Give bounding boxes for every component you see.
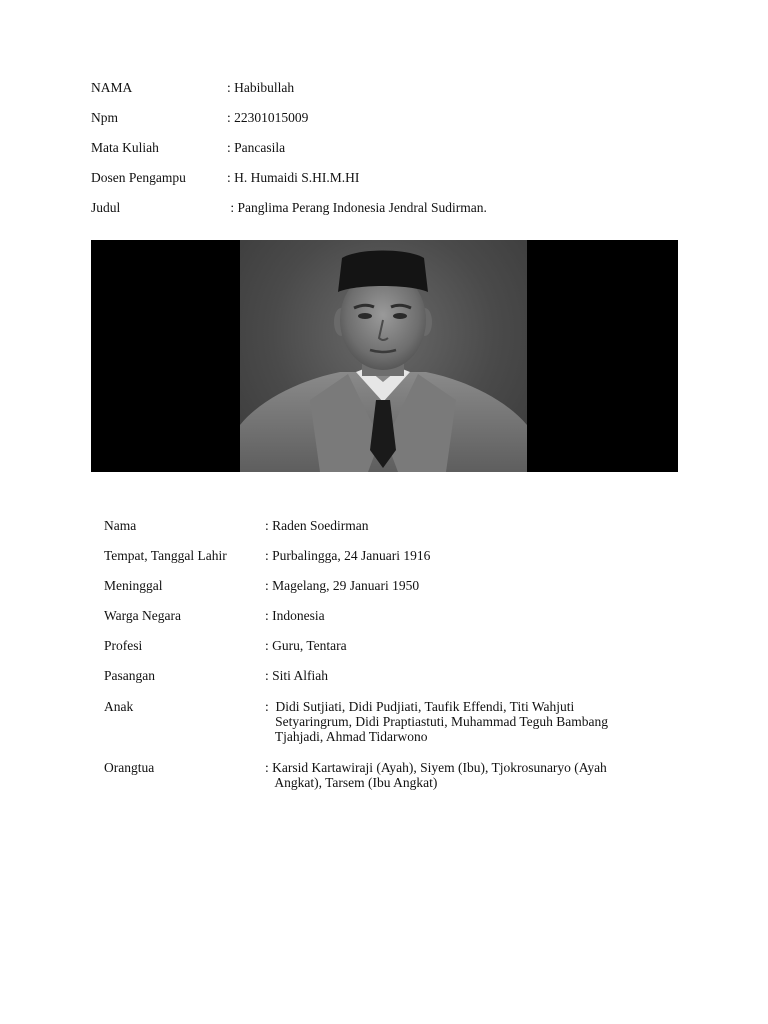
bio-value-nama: : Raden Soedirman [265, 518, 369, 533]
bio-value-tempat-tanggal-lahir: : Purbalingga, 24 Januari 1916 [265, 548, 431, 563]
bio-value-pasangan: : Siti Alfiah [265, 668, 329, 683]
bio-row-pasangan [104, 668, 684, 684]
bio-row-profesi [104, 638, 684, 654]
portrait-photo [91, 240, 678, 472]
bio-label-meninggal: Meninggal [104, 578, 163, 593]
bio-value-profesi: : Guru, Tentara [265, 638, 347, 653]
bio-value-anak: : Didi Sutjiati, Didi Pudjiati, Taufik Effendi, Titi Wahjuti Setyaringrum, Didi Praptiastuti, Muhammad Teguh Bambang Tjahjadi, Ahmad Tidarwono [265, 699, 609, 744]
bio-value-orangtua: : Karsid Kartawiraji (Ayah), Siyem (Ibu), Tjokrosunaryo (Ayah Angkat), Tarsem (Ibu Angkat) [265, 760, 607, 790]
header-value-nama: : Habibullah [227, 80, 295, 95]
header-value-dosen: : H. Humaidi S.HI.M.HI [227, 170, 360, 185]
bio-row-anak [104, 699, 684, 747]
bio-label-anak: Anak [104, 699, 134, 714]
bio-label-orangtua: Orangtua [104, 760, 155, 775]
header-row-npm [91, 110, 691, 126]
bio-label-nama: Nama [104, 518, 137, 533]
bio-label-profesi: Profesi [104, 638, 143, 653]
bio-value-meninggal: : Magelang, 29 Januari 1950 [265, 578, 420, 593]
header-row-judul [91, 200, 711, 216]
bio-row-tempat-tanggal-lahir [104, 548, 684, 564]
bio-row-meninggal [104, 578, 684, 594]
header-value-mata-kuliah: : Pancasila [227, 140, 286, 155]
bio-row-orangtua [104, 760, 684, 792]
bio-row-nama [104, 518, 684, 534]
header-value-npm: : 22301015009 [227, 110, 309, 125]
bio-label-pasangan: Pasangan [104, 668, 155, 683]
header-label-nama: NAMA [91, 80, 133, 95]
bio-row-warga-negara [104, 608, 684, 624]
header-label-dosen: Dosen Pengampu [91, 170, 186, 185]
portrait-image [240, 240, 527, 472]
bio-value-warga-negara: : Indonesia [265, 608, 325, 623]
portrait-illustration [240, 240, 527, 472]
header-label-npm: Npm [91, 110, 118, 125]
header-label-judul: Judul [91, 200, 121, 215]
bio-label-warga-negara: Warga Negara [104, 608, 181, 623]
header-value-judul: : Panglima Perang Indonesia Jendral Sudirman. [227, 200, 487, 215]
header-row-dosen [91, 170, 691, 186]
header-row-nama [91, 80, 691, 96]
bio-label-tempat-tanggal-lahir: Tempat, Tanggal Lahir [104, 548, 227, 563]
header-label-mata-kuliah: Mata Kuliah [91, 140, 159, 155]
header-row-mata-kuliah [91, 140, 691, 156]
